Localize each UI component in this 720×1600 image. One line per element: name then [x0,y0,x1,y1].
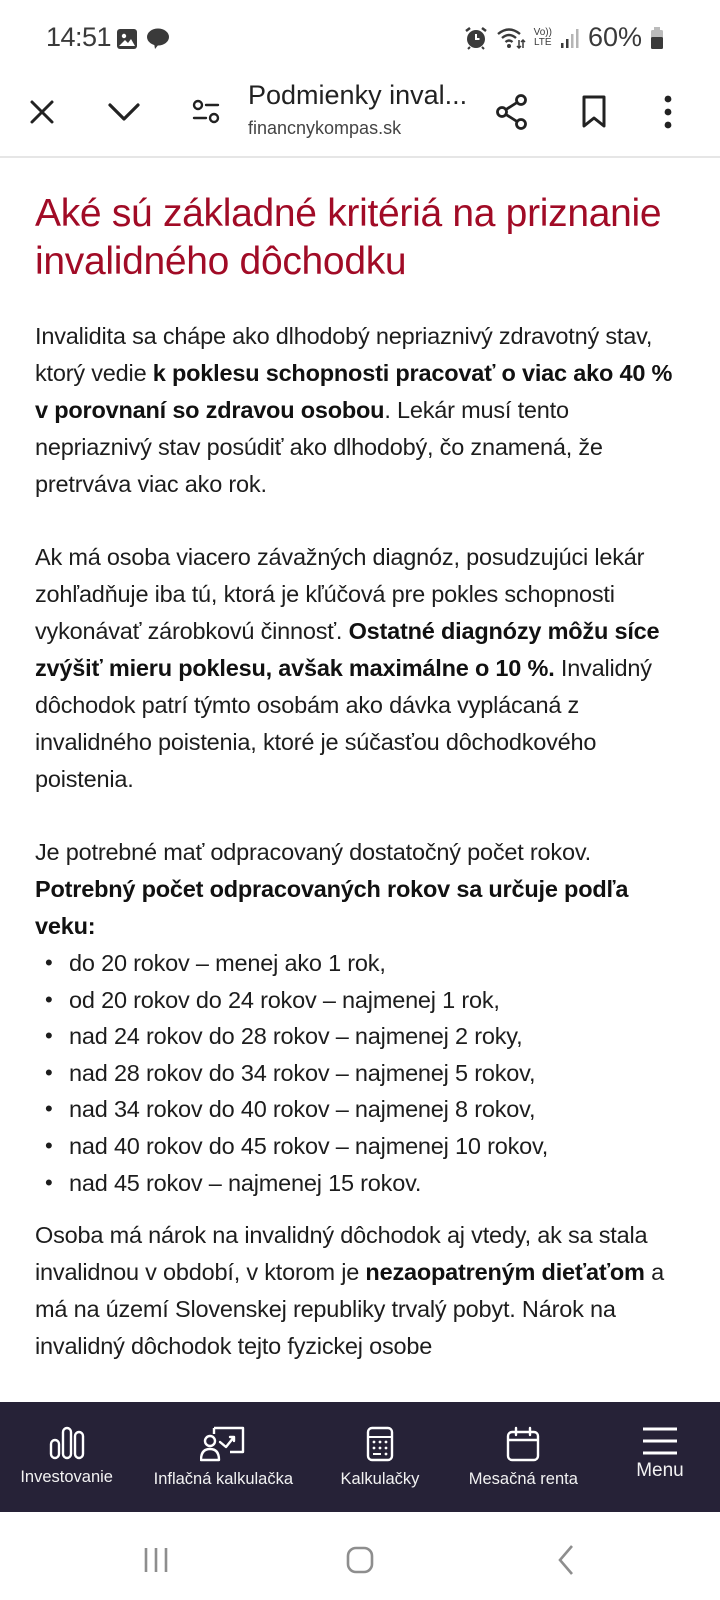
paragraph-dependent-child [35,1217,675,1365]
list-item: • do 20 rokov – menej ako 1 rok, [35,945,675,982]
hamburger-icon [642,1426,678,1456]
home-icon [345,1545,375,1575]
page-settings-icon [191,99,221,125]
article-content [35,190,675,1401]
text: a má na území Slovenskej republiky trvalý pobyt. Nárok na invalidný dôchodok tejto fyzickej osobe [35,1259,664,1360]
list-item: • nad 34 rokov do 40 rokov – najmenej 8 rokov, [35,1091,675,1128]
calculator-icon [366,1426,394,1462]
list-item: • nad 45 rokov – najmenej 15 rokov. [35,1165,675,1202]
wifi-icon [496,26,526,50]
text: Invalidita sa chápe ako dlhodobý nepriaznivý zdravotný stav, ktorý vedie [35,323,653,386]
back-icon [556,1544,576,1576]
page-title[interactable]: Podmienky inval... [248,80,468,110]
page-url[interactable]: financnykompas.sk [248,118,402,138]
nav-item-mesacna-renta[interactable] [447,1402,600,1512]
close-tab-button[interactable] [16,86,68,138]
home-button[interactable] [330,1530,390,1590]
list-item: • od 20 rokov do 24 rokov – najmenej 1 rok, [35,982,675,1019]
presentation-icon [200,1426,246,1462]
nav-item-kalkulacky[interactable] [313,1402,446,1512]
nav-label: Investovanie [20,1468,113,1486]
close-icon [28,98,56,126]
article-heading: Aké sú základné kritériá na priznanie invalidného dôchodku [35,192,662,283]
battery-percentage: 60% [587,22,642,52]
bookmark-icon [581,95,607,129]
bar-chart-icon [49,1426,85,1460]
text: Ak má osoba viacero závažných diagnóz, posudzujúci lekár zohľadňuje iba tú, ktorá je kľúčová pre pokles schopnosti vykonávať zárobkovú činnosť. [35,544,645,644]
more-options-button[interactable] [642,86,694,138]
nav-label: Inflačná kalkulačka [153,1470,294,1488]
text: Je potrebné mať odpracovaný dostatočný počet rokov. [35,839,591,865]
bold-text: nezaopatreným dieťaťom [365,1259,645,1286]
paragraph-multiple-diagnoses [35,539,675,798]
text: . Lekár musí tento nepriaznivý stav posúdiť ako dlhodobý, čo znamená, že pretrváva viac ako rok. [35,397,603,497]
nav-label: Menu [636,1460,684,1481]
years-required-list [35,945,675,1201]
more-icon [663,95,673,129]
nav-item-inflacna-kalkulacka[interactable] [133,1402,313,1512]
minimize-button[interactable] [98,86,150,138]
volte-label-top: Vo)) [533,26,552,38]
share-icon [495,94,529,130]
alarm-icon [464,26,488,50]
calendar-icon [506,1426,540,1462]
text: Invalidný dôchodok patrí týmto osobám ako dávka vyplácaná z invalidného poistenia, ktoré je súčasťou dôchodkového poistenia. [35,655,652,792]
battery-icon [650,26,664,50]
back-button[interactable] [536,1530,596,1590]
gallery-icon [116,28,138,50]
page-settings-button[interactable] [180,86,232,138]
paragraph-invalidity-definition [35,318,675,503]
share-button[interactable] [486,86,538,138]
list-item: • nad 40 rokov do 45 rokov – najmenej 10 rokov, [35,1128,675,1165]
text: Osoba má nárok na invalidný dôchodok aj vtedy, ak sa stala invalidnou v období, v ktorom je [35,1222,648,1286]
volte-label-bottom: LTE [533,36,552,48]
nav-item-menu[interactable] [600,1402,720,1512]
nav-label: Mesačná renta [468,1470,578,1488]
signal-icon [560,27,580,49]
status-right-icons [464,22,664,53]
status-time: 14:51 [46,22,112,52]
site-bottom-nav [0,1402,720,1512]
bookmark-button[interactable] [568,86,620,138]
chevron-down-icon [107,101,141,123]
message-icon [146,28,170,50]
volte-icon [534,28,552,48]
system-nav-bar [0,1512,720,1600]
bold-text: Ostatné diagnózy môžu síce zvýšiť mieru poklesu, avšak maximálne o 10 %. [35,618,660,681]
paragraph-years-worked [35,834,675,945]
bold-text: k poklesu schopnosti pracovať o viac ako 40 % v porovnaní so zdravou osobou [35,360,673,423]
list-item: • nad 28 rokov do 34 rokov – najmenej 5 rokov, [35,1055,675,1092]
bold-text: Potrebný počet odpracovaných rokov sa určuje podľa veku: [35,876,629,939]
status-bar [0,0,720,78]
browser-toolbar [0,78,720,158]
recent-apps-icon [142,1546,170,1574]
list-item: • nad 24 rokov do 28 rokov – najmenej 2 roky, [35,1018,675,1055]
recent-apps-button[interactable] [126,1530,186,1590]
status-left-icons [116,28,170,50]
nav-item-investovanie[interactable] [0,1402,133,1512]
nav-label: Kalkulačky [340,1470,420,1488]
